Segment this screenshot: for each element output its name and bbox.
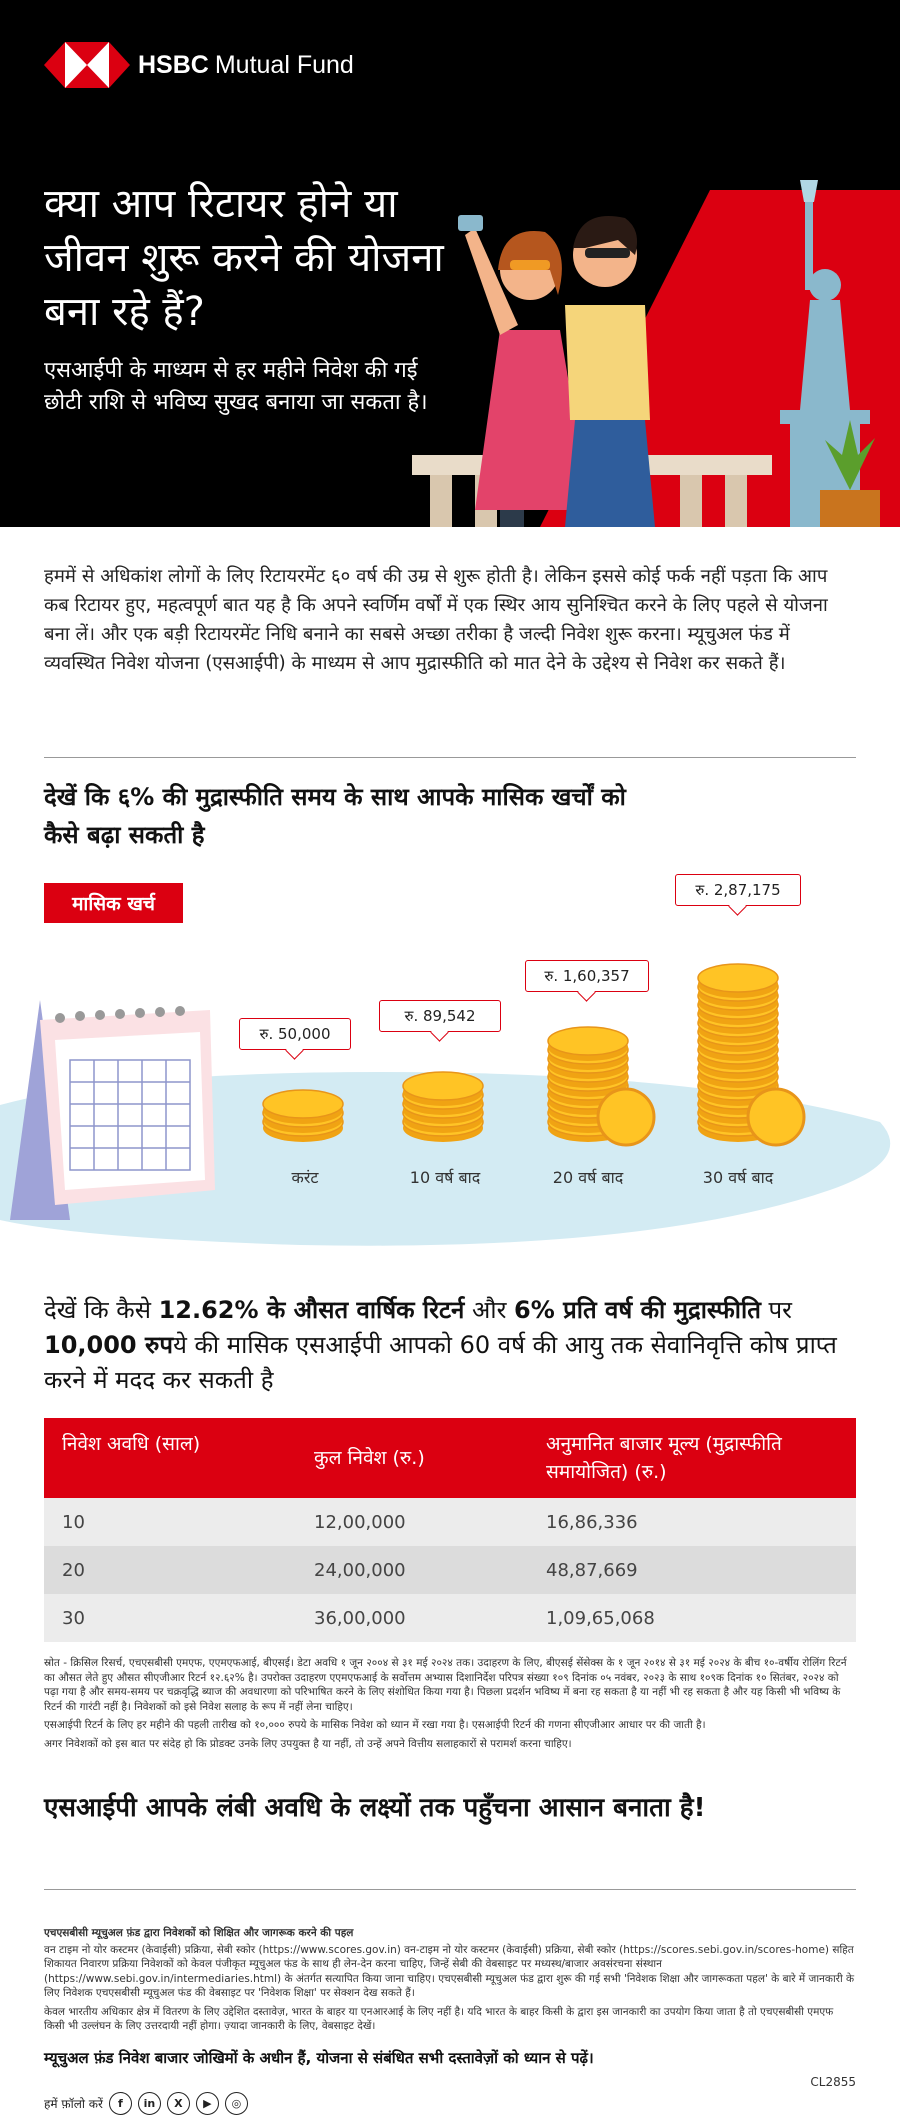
- long-term-goals-title: एसआईपी आपके लंबी अवधि के लक्ष्यों तक पहुँचना आसान बनाता है!: [44, 1793, 706, 1823]
- brand-name-regular: Mutual Fund: [214, 50, 354, 79]
- period-label-current: करंट: [291, 1168, 319, 1187]
- cell-duration: 20: [62, 1559, 85, 1581]
- coin-top: [263, 1090, 343, 1118]
- brand-name-bold: HSBC: [138, 50, 209, 79]
- period-label-10y: 10 वर्ष बाद: [409, 1168, 481, 1187]
- note-advice: अगर निवेशकों को इस बात पर संदेह हो कि प्रोडक्ट उनके लिए उपयुक्त है या नहीं, तो उन्हें अपने वित्तीय सलाहकारों से परामर्श करना चाहिए।: [44, 1737, 572, 1750]
- hero-banner: [0, 0, 900, 527]
- social-follow: [44, 2092, 248, 2115]
- risk-disclaimer: म्यूचुअल फ़ंड निवेश बाजार जोखिमों के अधीन हैं, योजना से संबंधित सभी दस्तावेज़ों को ध्यान से पढ़ें।: [44, 2049, 594, 2067]
- note-source: स्रोत - क्रिसिल रिसर्च, एचएसबीसी एमएफ, एएमएफआई, बीएसई। डेटा अवधि १ जून २००४ से ३१ मई २०२४ तक। उदाहरण के लिए, बीएसई सेंसेक्स के १ जून २०१४ से ३१ मई २०२४ के बीच १०-वर्षीय रोलिंग रिटर्न का औसत लेते हुए औसत सीएजीआर रिटर्न १२.६२% है। उपरोक्त उदाहरण एएमएफआई के सर्वोत्तम अभ्यास दिशानिर्देश परिपत्र संख्या १०९ दिनांक ०५ नवंबर, २०२३ के साथ १०९क दिनांक १० सितंबर, २०२४ को पढ़ा गया है और समय-समय पर चक्रवृद्धि ब्याज की अवधारणा को परिभाषित करने के लिए संशोधित किया गया है। पिछला प्रदर्शन भविष्य में बना रह सकता है या नहीं भी रह सकता है और यह किसी भी भविष्य के रिटर्न की गारंटी नहीं है। निवेशकों को इसे निवेश सलाह के रूप में नहीं लेना चाहिए।: [44, 1657, 847, 1713]
- hsbc-hexagon-icon: [44, 42, 130, 88]
- header-total-investment: कुल निवेश (रु.): [314, 1447, 425, 1469]
- sip-title-amount: 10,000 रुप: [44, 1331, 173, 1359]
- sip-title-part: और: [464, 1296, 515, 1324]
- footer-paragraph: केवल भारतीय अधिकार क्षेत्र में वितरण के लिए उद्देशित दस्तावेज़, भारत के बाहर या एनआरआई के लिए नहीं है। यदि भारत के बाहर किसी के द्वारा इस जानकारी का उपयोग किया जाता है तो एचएसबीसी एमएफ किसी भी उल्लंघन के लिए उत्तरदायी नहीं होगा। ज़्यादा जानकारी के लिए, वेबसाइट देखें।: [44, 2005, 834, 2032]
- cell-value: 1,09,65,068: [546, 1607, 655, 1629]
- hero-title: क्या आप रिटायर होने या जीवन शुरू करने की योजना बना रहे हैं?: [44, 181, 444, 335]
- coin-top: [403, 1072, 483, 1100]
- section-divider: [44, 1889, 856, 1890]
- sip-title-part: ये की मासिक एसआईपी आपको 60 वर्ष की आयु तक सेवानिवृत्ति कोष प्राप्त करने में मदद कर सकती है: [44, 1331, 837, 1394]
- instagram-icon[interactable]: ◎: [225, 2092, 248, 2115]
- sip-section-title: [44, 1293, 856, 1398]
- cell-duration: 10: [62, 1511, 85, 1533]
- header-estimated-value: अनुमानित बाजार मूल्य (मुद्रास्फीति समायोजित) (रु.): [546, 1433, 782, 1483]
- coin-top: [698, 964, 778, 992]
- standing-coin: [748, 1089, 804, 1145]
- header-duration: निवेश अवधि (साल): [62, 1433, 201, 1455]
- sip-title-inflation: 6% प्रति वर्ष की मुद्रास्फीति: [514, 1296, 761, 1324]
- footer-paragraph: वन टाइम नो योर कस्टमर (केवाईसी) प्रक्रिया, सेबी स्कोर (https://www.scores.gov.in) वन-टाइम नो योर कस्टमर (केवाईसी) प्रक्रिया, सेबी स्कोर (https://scores.sebi.gov.in/scores-home) सहित शिकायत निवारण प्रक्रिया निवेशकों को केवल पंजीकृत म्यूचुअल फंड के साथ ही लेन-देन करना चाहिए, जिन्हें सेबी की वेबसाइट पर मध्यस्थ/बाजार अवसंरचना संस्थान (https://www.sebi.gov.in/intermediaries.html) के अंतर्गत सत्यापित किया जाना चाहिए। एचएसबीसी म्यूचुअल फंड द्वारा शुरू की गई सभी 'निवेशक शिक्षा और जागरूकता पहल' के बारे में जानकारी के लिए निवेशक एचएसबीसी म्यूचुअल फंड की वेबसाइट पर 'निवेशक शिक्षा' पर सेक्शन देख सकते हैं।: [44, 1943, 855, 1999]
- follow-label: हमें फ़ॉलो करें: [44, 2097, 103, 2111]
- linkedin-icon[interactable]: in: [138, 2092, 161, 2115]
- cell-value: 16,86,336: [546, 1511, 638, 1533]
- table-row: [44, 1546, 856, 1594]
- source-notes: [44, 1656, 856, 1755]
- price-tag-20y: रु. 1,60,357: [525, 960, 649, 992]
- period-label-30y: 30 वर्ष बाद: [702, 1168, 774, 1187]
- sip-title-return: 12.62% के औसत वार्षिक रिटर्न: [158, 1296, 465, 1324]
- inflation-section-title: देखें कि ६% की मुद्रास्फीति समय के साथ आपके मासिक खर्चों को कैसे बढ़ा सकती है: [44, 783, 626, 849]
- sip-returns-table: [44, 1418, 856, 1642]
- standing-coin: [598, 1089, 654, 1145]
- table-header: [44, 1418, 856, 1498]
- monthly-expense-badge: मासिक खर्च: [44, 883, 183, 923]
- period-label-20y: 20 वर्ष बाद: [552, 1168, 624, 1187]
- sip-title-part: देखें कि कैसे: [44, 1296, 159, 1324]
- couple-selfie-illustration: [380, 120, 900, 527]
- cell-duration: 30: [62, 1607, 85, 1629]
- price-tag-10y: रु. 89,542: [379, 1000, 501, 1032]
- document-code: CL2855: [810, 2075, 856, 2089]
- footer-text: [44, 1926, 856, 2038]
- intro-paragraph: हममें से अधिकांश लोगों के लिए रिटायरमेंट ६० वर्ष की उम्र से शुरू होती है। लेकिन इससे कोई फर्क नहीं पड़ता कि आप कब रिटायर हुए, महत्वपूर्ण बात यह है कि अपने स्वर्णिम वर्षों में एक स्थिर आय सुनिश्चित करने के लिए पहले से योजना बना लें। और एक बड़ी रिटायरमेंट निधि बनाने का सबसे अच्छा तरीका है जल्दी निवेश शुरू करना। म्यूचुअल फंड में व्यवस्थित निवेश योजना (एसआईपी) के माध्यम से आप मुद्रास्फीति को मात देने के उद्देश्य से निवेश कर सकते हैं।: [44, 566, 828, 674]
- facebook-icon[interactable]: f: [109, 2092, 132, 2115]
- cell-investment: 12,00,000: [314, 1511, 406, 1533]
- note-sip: एसआईपी रिटर्न के लिए हर महीने की पहली तारीख को १०,००० रुपये के मासिक निवेश को ध्यान में रखा गया है। एसआईपी रिटर्न की गणना सीएजीआर आधार पर की जाती है।: [44, 1719, 706, 1731]
- sip-title-part: पर: [760, 1296, 792, 1324]
- youtube-icon[interactable]: ▶: [196, 2092, 219, 2115]
- cell-investment: 24,00,000: [314, 1559, 406, 1581]
- footer-heading: एचएसबीसी म्यूचुअल फ़ंड द्वारा निवेशकों को शिक्षित और जागरूक करने की पहल: [44, 1927, 354, 1939]
- section-divider: [44, 757, 856, 758]
- table-row: [44, 1498, 856, 1546]
- coin-top: [548, 1027, 628, 1055]
- hsbc-logo[interactable]: [44, 42, 354, 88]
- x-icon[interactable]: X: [167, 2092, 190, 2115]
- table-row: [44, 1594, 856, 1642]
- price-tag-30y: रु. 2,87,175: [675, 874, 801, 906]
- price-tag-current: रु. 50,000: [239, 1018, 351, 1050]
- calendar-illustration: [10, 1000, 215, 1220]
- hero-subtitle: एसआईपी के माध्यम से हर महीने निवेश की गई छोटी राशि से भविष्य सुखद बनाया जा सकता है।: [44, 358, 428, 415]
- cell-value: 48,87,669: [546, 1559, 638, 1581]
- cell-investment: 36,00,000: [314, 1607, 406, 1629]
